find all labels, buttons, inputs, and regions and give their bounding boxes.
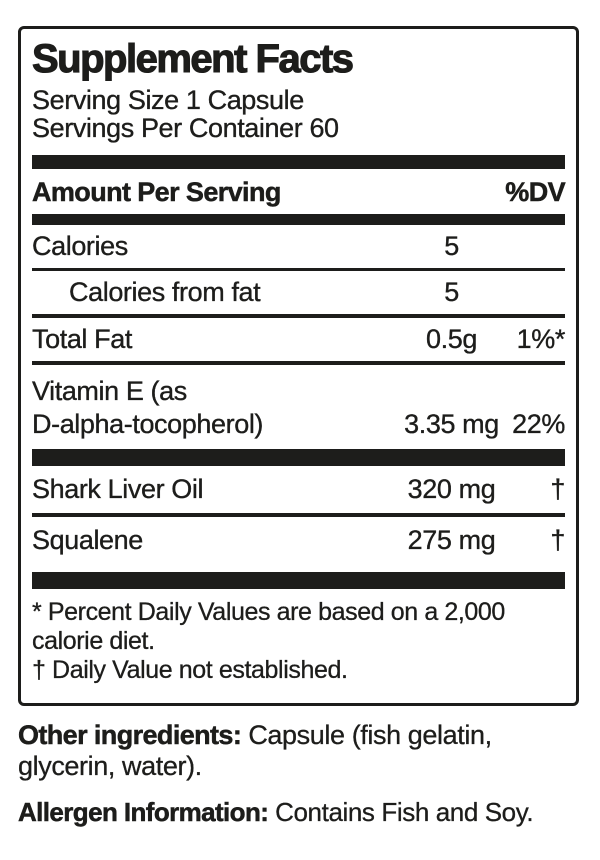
percent-dv-footnote: * Percent Daily Values are based on a 2,000 calorie diet.: [32, 598, 505, 655]
row-amount: 3.35 mg: [404, 409, 499, 439]
percent-dv-header: %DV: [505, 177, 565, 207]
table-row-vitamin-e: [32, 365, 565, 449]
row-amount: 5: [444, 231, 459, 261]
other-ingredients-text: Capsule (fish gelatin, glycerin, water).: [18, 720, 492, 781]
thick-divider-bar-top: [32, 155, 565, 169]
amount-per-serving-header: Amount Per Serving: [32, 177, 281, 207]
table-row-shark-liver-oil: [32, 466, 565, 513]
allergen-text: Contains Fish and Soy.: [268, 797, 534, 827]
row-name-line1: Vitamin E (as: [32, 376, 187, 406]
table-row-calories-from-fat: [32, 271, 565, 314]
servings-per-container-line: Servings Per Container 60: [32, 113, 339, 143]
table-row-calories: [32, 225, 565, 268]
table-row-squalene: [32, 517, 565, 566]
row-name: Squalene: [32, 525, 143, 555]
table-header-row: [32, 169, 565, 214]
thick-divider-bar-middle: [32, 449, 565, 466]
supplement-facts-panel: [18, 26, 579, 706]
row-amount: 0.5g: [426, 324, 477, 354]
supplement-facts-title: Supplement Facts: [32, 37, 353, 81]
row-amount: 5: [444, 277, 459, 307]
below-panel-text: [18, 720, 584, 828]
serving-size-line: Serving Size 1 Capsule: [32, 85, 304, 115]
other-ingredients-label: Other ingredients:: [18, 720, 242, 750]
footnotes: [32, 598, 565, 685]
medium-divider-bar-header: [32, 214, 565, 225]
allergen-label: Allergen Information:: [18, 797, 269, 827]
row-name: Shark Liver Oil: [32, 474, 204, 504]
dagger-footnote: † Daily Value not established.: [32, 656, 348, 684]
row-dv: 22%: [512, 409, 565, 439]
table-row-total-fat: [32, 318, 565, 361]
row-name: Calories from fat: [69, 277, 261, 307]
row-dv: †: [550, 525, 565, 555]
row-amount: 275 mg: [407, 525, 496, 555]
allergen-paragraph: [18, 797, 584, 828]
row-name: Calories: [32, 231, 128, 261]
row-name: Total Fat: [32, 324, 132, 354]
thick-divider-bar-bottom: [32, 572, 565, 589]
row-amount: 320 mg: [407, 474, 496, 504]
row-dv: †: [550, 474, 565, 504]
row-dv: 1%*: [516, 324, 565, 354]
row-name-line2: D-alpha-tocopherol): [32, 409, 264, 439]
other-ingredients-paragraph: [18, 720, 584, 782]
